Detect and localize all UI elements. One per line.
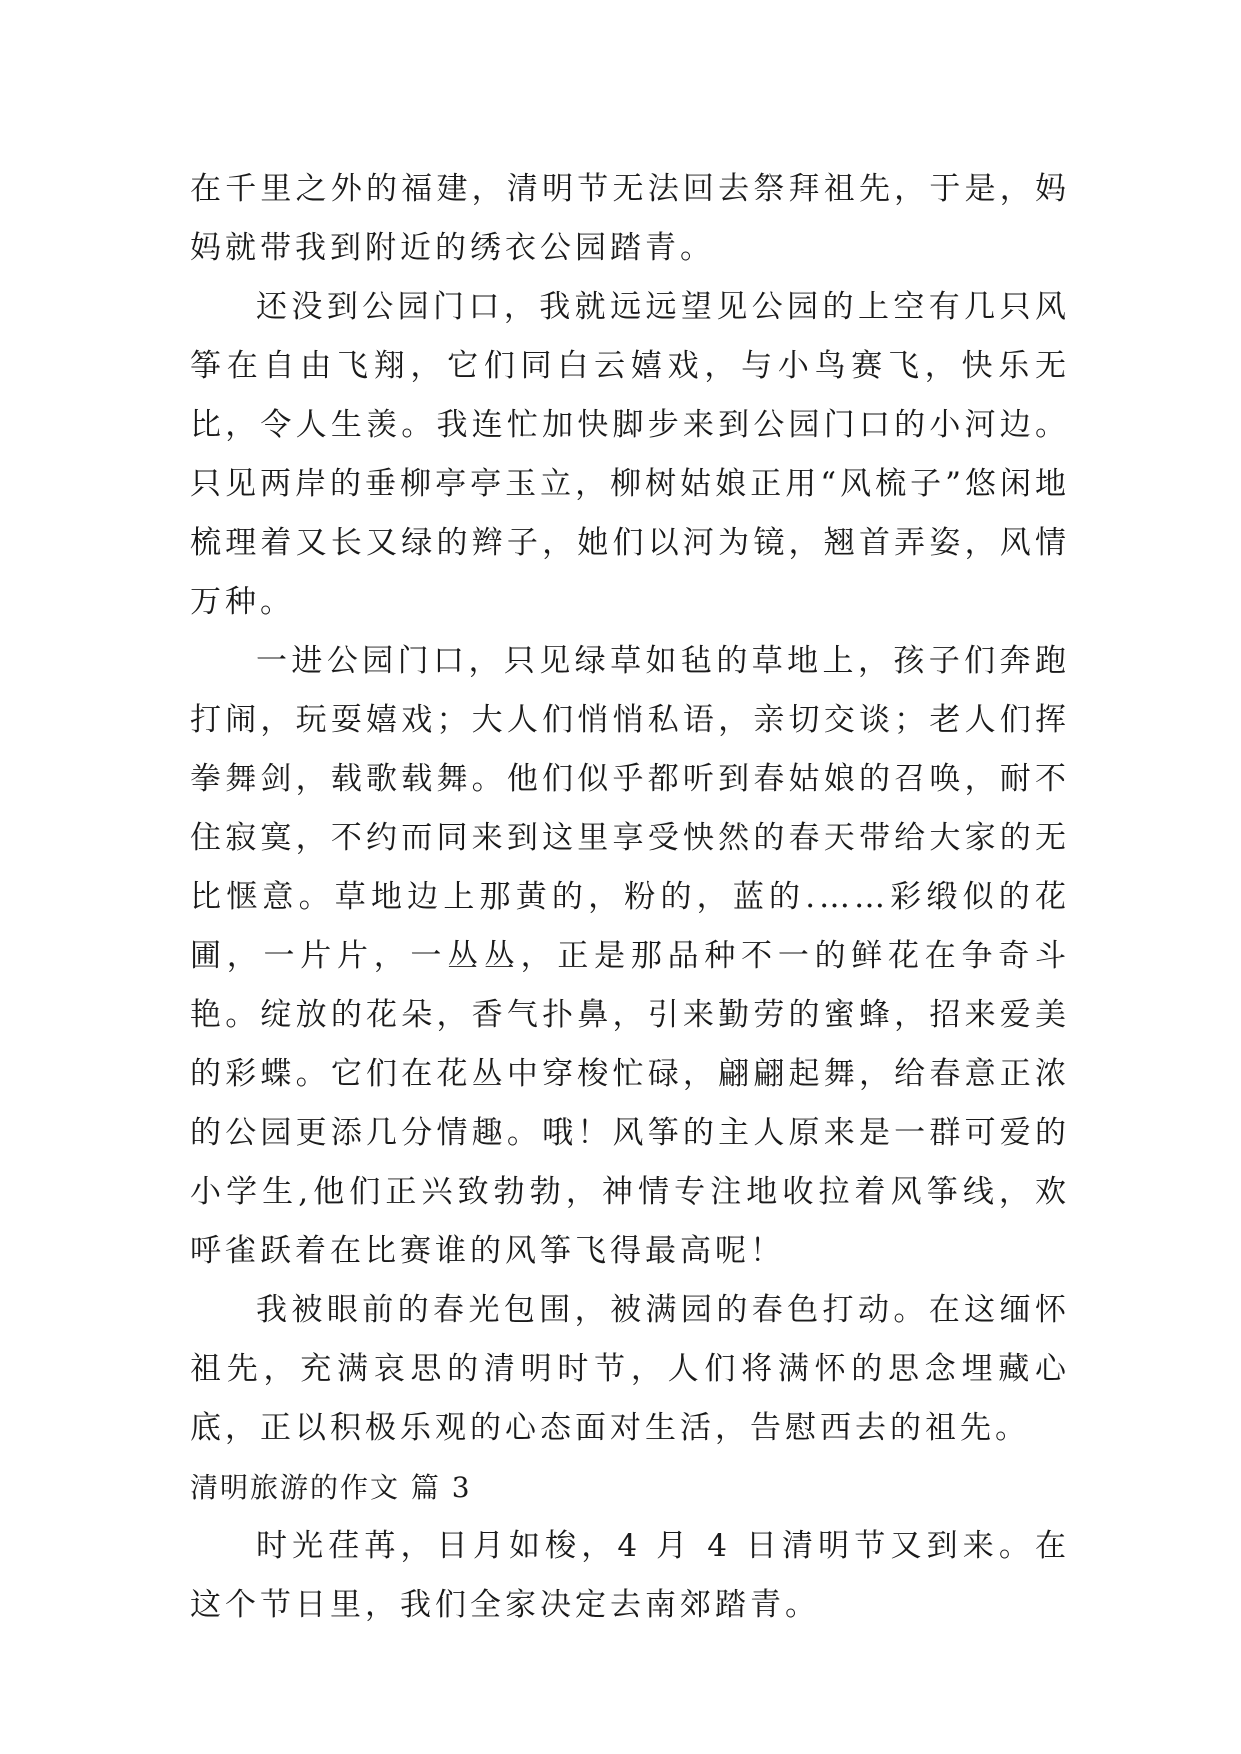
paragraph-1: 在千里之外的福建，清明节无法回去祭拜祖先，于是，妈妈就带我到附近的绣衣公园踏青。 xyxy=(190,171,1070,266)
article-body xyxy=(190,160,1070,1635)
section-heading: 清明旅游的作文 篇 3 xyxy=(190,1471,472,1504)
paragraph-5: 时光荏苒，日月如梭，4 月 4 日清明节又到来。在这个节日里，我们全家决定去南郊踏青。 xyxy=(190,1528,1070,1623)
paragraph-4: 我被眼前的春光包围，被满园的春色打动。在这缅怀祖先，充满哀思的清明时节，人们将满怀的思念埋藏心底，正以积极乐观的心态面对生活，告慰西去的祖先。 xyxy=(190,1292,1070,1446)
paragraph-2: 还没到公园门口，我就远远望见公园的上空有几只风筝在自由飞翔，它们同白云嬉戏，与小鸟赛飞，快乐无比，令人生羡。我连忙加快脚步来到公园门口的小河边。只见两岸的垂柳亭亭玉立，柳树姑娘正用“风梳子”悠闲地梳理着又长又绿的辫子，她们以河为镜，翘首弄姿，风情万种。 xyxy=(190,289,1070,620)
paragraph-3: 一进公园门口，只见绿草如毡的草地上，孩子们奔跑打闹，玩耍嬉戏；大人们悄悄私语，亲切交谈；老人们挥拳舞剑，载歌载舞。他们似乎都听到春姑娘的召唤，耐不住寂寞，不约而同来到这里享受怏然的春天带给大家的无比惬意。草地边上那黄的，粉的，蓝的.……彩缎似的花圃，一片片，一丛丛，正是那品种不一的鲜花在争奇斗艳。绽放的花朵，香气扑鼻，引来勤劳的蜜蜂，招来爱美的彩蝶。它们在花丛中穿梭忙碌，翩翩起舞，给春意正浓的公园更添几分情趣。哦！风筝的主人原来是一群可爱的小学生,他们正兴致勃勃，神情专注地收拉着风筝线，欢呼雀跃着在比赛谁的风筝飞得最高呢！ xyxy=(190,643,1070,1269)
